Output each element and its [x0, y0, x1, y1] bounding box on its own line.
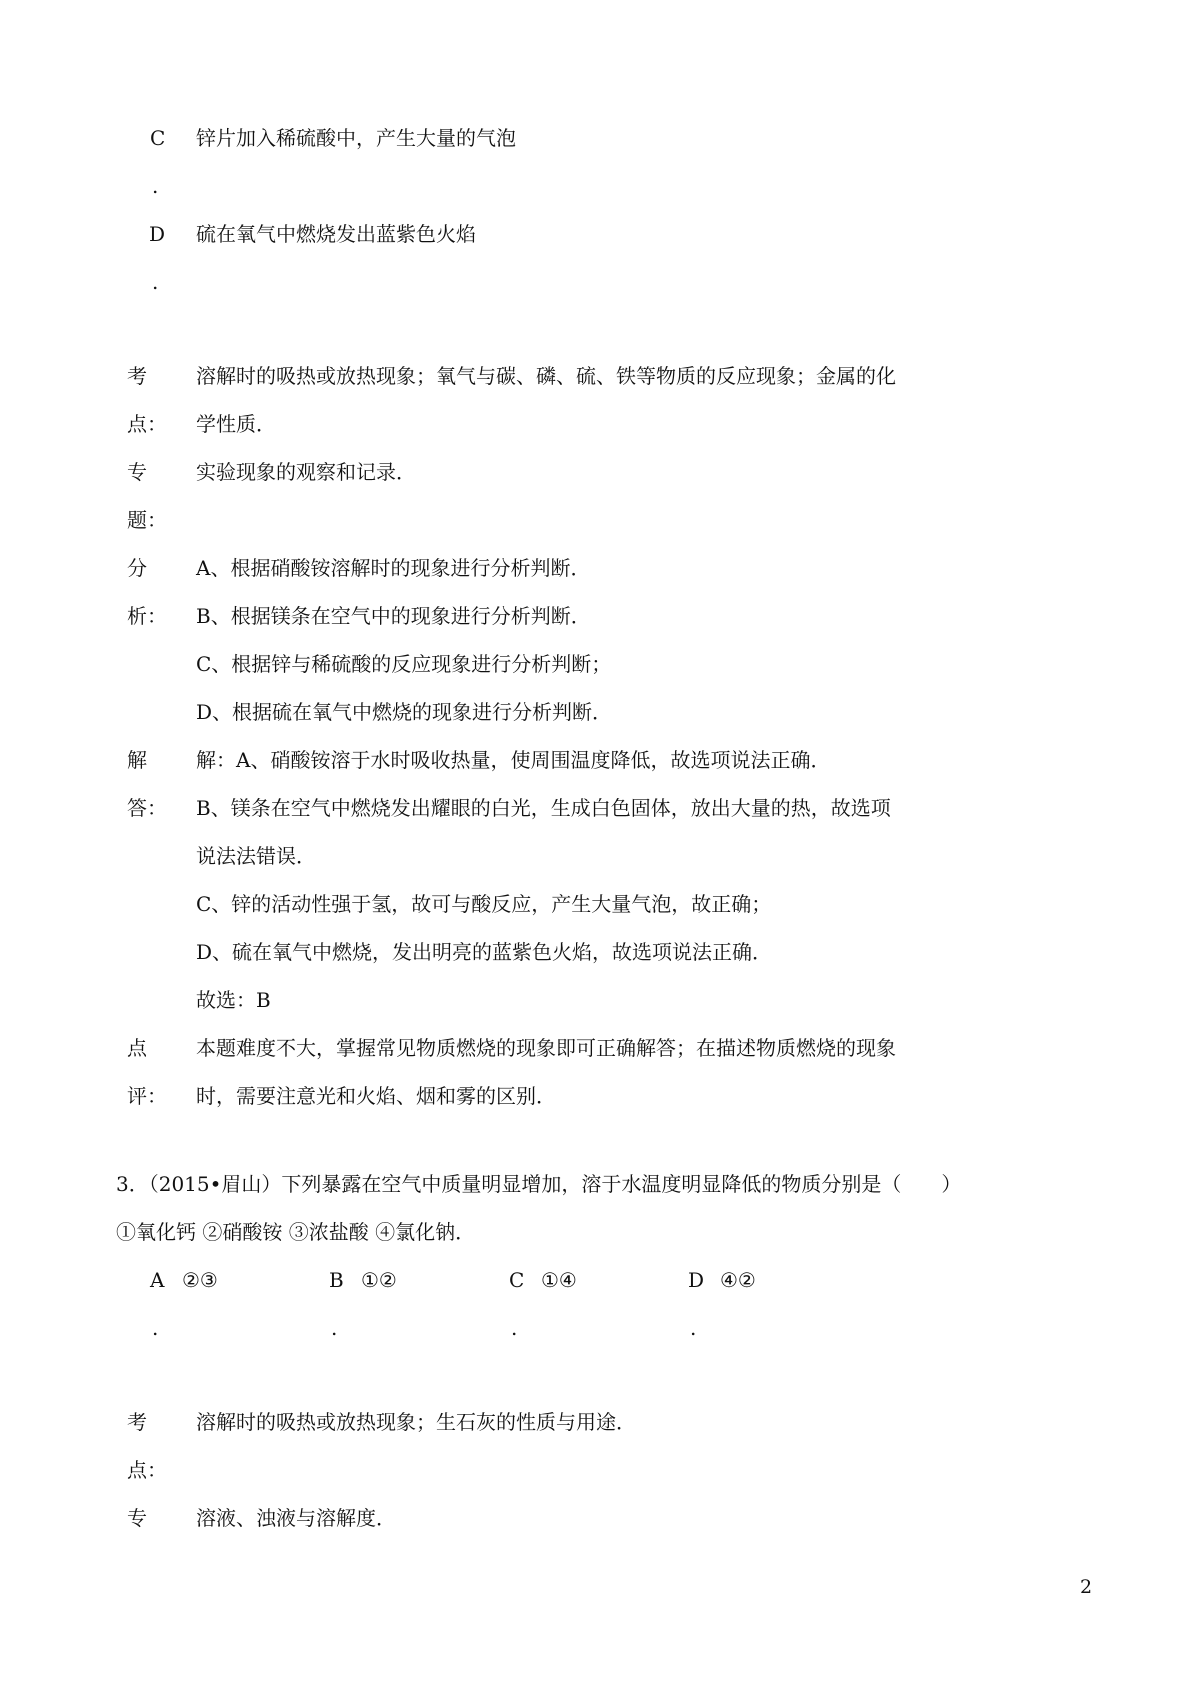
fenxi-text-4: D、根据硫在氧气中燃烧的现象进行分析判断．	[196, 700, 613, 724]
zhuanti-text-1: 实验现象的观察和记录．	[196, 460, 416, 484]
q3-kaodian-label-1: 考	[127, 1410, 147, 1434]
q3-option-c-letter: C	[509, 1268, 525, 1292]
option-d-dot: .	[152, 270, 159, 294]
fenxi-label-1: 分	[127, 556, 147, 580]
q3-option-c-dot: .	[511, 1316, 518, 1340]
jieda-text-5: D、硫在氧气中燃烧，发出明亮的蓝紫色火焰，故选项说法正确．	[196, 940, 773, 964]
q3-option-d-text: ④②	[720, 1268, 756, 1292]
fenxi-label-2: 析：	[127, 604, 167, 628]
q3-kaodian-label-2: 点：	[127, 1458, 167, 1482]
dianping-text-2: 时，需要注意光和火焰、烟和雾的区别．	[196, 1084, 556, 1108]
jieda-label-1: 解	[127, 748, 147, 772]
fenxi-text-2: B、根据镁条在空气中的现象进行分析判断．	[196, 604, 591, 628]
jieda-text-6: 故选：B	[196, 988, 271, 1012]
zhuanti-label-2: 题：	[127, 508, 167, 532]
fenxi-text-3: C、根据锌与稀硫酸的反应现象进行分析判断；	[196, 652, 612, 676]
fenxi-text-1: A、根据硝酸铵溶解时的现象进行分析判断．	[196, 556, 591, 580]
dianping-label-2: 评：	[127, 1084, 167, 1108]
q3-option-a-letter: A	[150, 1268, 165, 1292]
kaodian-label-2: 点：	[127, 412, 167, 436]
option-d-text: 硫在氧气中燃烧发出蓝紫色火焰	[196, 222, 476, 246]
jieda-text-3: 说法法错误．	[196, 844, 316, 868]
option-c-dot: .	[152, 174, 159, 198]
q3-option-a-dot: .	[152, 1316, 159, 1340]
q3-zhuanti-label-1: 专	[127, 1506, 147, 1530]
q3-zhuanti-text-1: 溶液、浊液与溶解度．	[196, 1506, 396, 1530]
q3-option-b-text: ①②	[361, 1268, 397, 1292]
kaodian-label-1: 考	[127, 364, 147, 388]
dianping-text-1: 本题难度不大，掌握常见物质燃烧的现象即可正确解答；在描述物质燃烧的现象	[196, 1036, 896, 1060]
dianping-label-1: 点	[127, 1036, 147, 1060]
page-number: 2	[1080, 1576, 1093, 1598]
kaodian-text-1: 溶解时的吸热或放热现象；氧气与碳、磷、硫、铁等物质的反应现象；金属的化	[196, 364, 896, 388]
q3-kaodian-text-1: 溶解时的吸热或放热现象；生石灰的性质与用途．	[196, 1410, 636, 1434]
q3-option-b-letter: B	[329, 1268, 344, 1292]
zhuanti-label-1: 专	[127, 460, 147, 484]
question-3-substances: ①氧化钙 ②硝酸铵 ③浓盐酸 ④氯化钠．	[116, 1220, 476, 1244]
q3-option-d-dot: .	[690, 1316, 697, 1340]
jieda-label-2: 答：	[127, 796, 167, 820]
jieda-text-4: C、锌的活动性强于氢，故可与酸反应，产生大量气泡，故正确；	[196, 892, 772, 916]
q3-option-b-dot: .	[331, 1316, 338, 1340]
option-c-letter: C	[150, 126, 166, 150]
jieda-text-2: B、镁条在空气中燃烧发出耀眼的白光，生成白色固体，放出大量的热，故选项	[196, 796, 891, 820]
option-c-text: 锌片加入稀硫酸中，产生大量的气泡	[196, 126, 516, 150]
option-d-letter: D	[149, 222, 166, 246]
q3-option-d-letter: D	[688, 1268, 705, 1292]
question-3-stem: 3．（2015•眉山）下列暴露在空气中质量明显增加，溶于水温度明显降低的物质分别是（ ）	[116, 1172, 962, 1196]
q3-option-c-text: ①④	[541, 1268, 577, 1292]
kaodian-text-2: 学性质．	[196, 412, 276, 436]
jieda-text-1: 解：A、硝酸铵溶于水时吸收热量，使周围温度降低，故选项说法正确．	[196, 748, 831, 772]
q3-option-a-text: ②③	[182, 1268, 218, 1292]
